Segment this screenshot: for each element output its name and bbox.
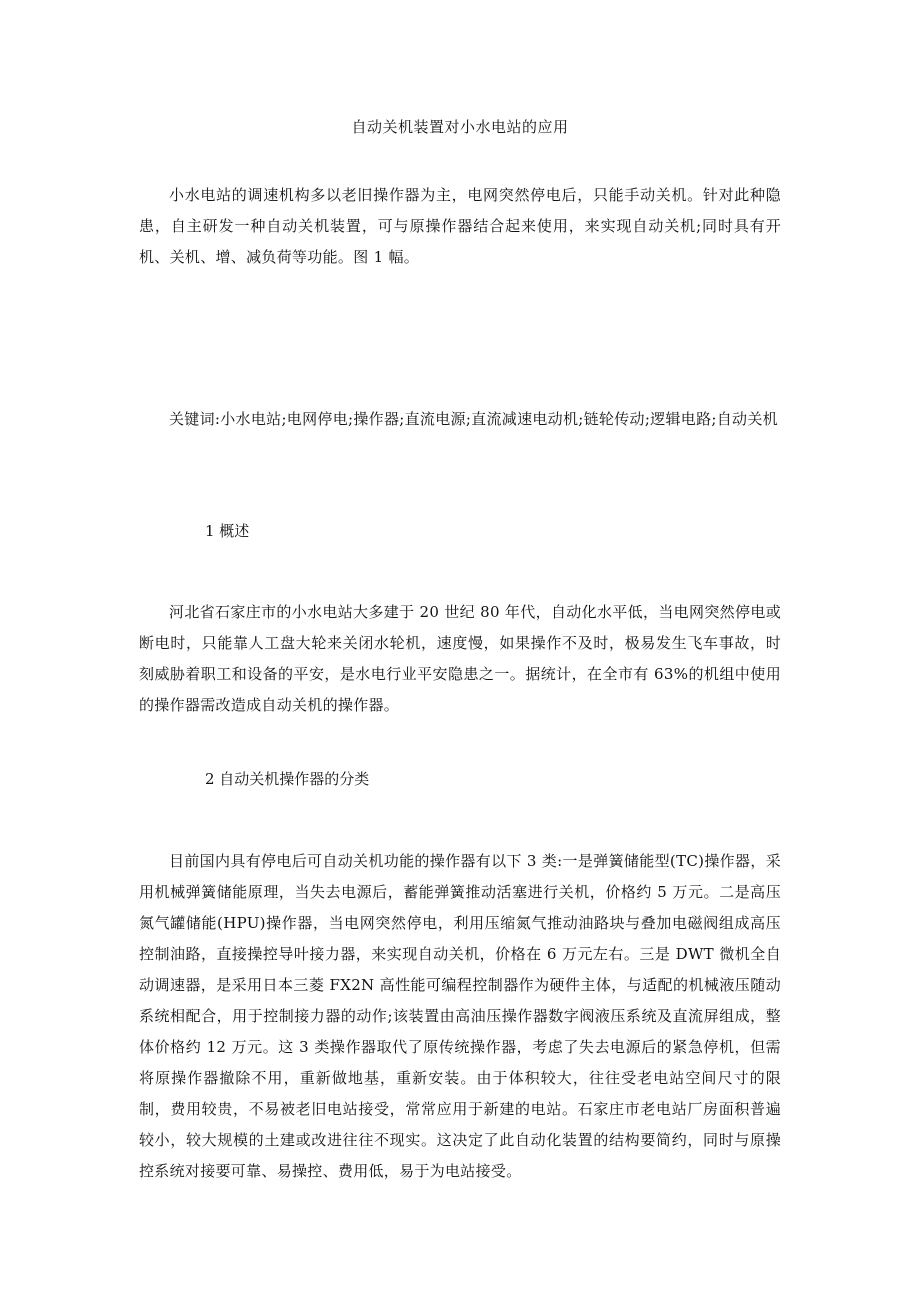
keywords-paragraph: 关键词:小水电站;电网停电;操作器;直流电源;直流减速电动机;链轮传动;逻辑电路;自动关机	[169, 410, 778, 428]
section-1-heading: 1 概述	[205, 522, 250, 540]
section-2-heading: 2 自动关机操作器的分类	[205, 770, 370, 788]
section-2-paragraph: 目前国内具有停电后可自动关机功能的操作器有以下 3 类:一是弹簧储能型(TC)操作器，采用机械弹簧储能原理，当失去电源后，蓄能弹簧推动活塞进行关机，价格约 5 万元。二是高压氮气罐储能(HPU)操作器，当电网突然停电，利用压缩氮气推动油路块与叠加电磁阀组成高压控制油路，直接操控导叶接力器，来实现自动关机，价格在 6 万元左右。三是 DWT 微机全自动调速器，是采用日本三菱 FX2N 高性能可编程控制器作为硬件主体，与适配的机械液压随动系统相配合，用于控制接力器的动作;该装置由高油压操作器数字阀液压系统及直流屏组成，整体价格约 12 万元。这 3 类操作器取代了原传统操作器，考虑了失去电源后的紧急停机，但需将原操作器撤除不用，重新做地基，重新安装。由于体积较大，往往受老电站空间尺寸的限制，费用较贵，不易被老旧电站接受，常常应用于新建的电站。石家庄市老电站厂房面积普遍较小，较大规模的土建或改进往往不现实。这决定了此自动化装置的结构要简约，同时与原操控系统对接要可靠、易操控、费用低，易于为电站接受。	[139, 852, 781, 1180]
document-title: 自动关机装置对小水电站的应用	[351, 118, 569, 136]
abstract-paragraph: 小水电站的调速机构多以老旧操作器为主，电网突然停电后，只能手动关机。针对此种隐患，自主研发一种自动关机装置，可与原操作器结合起来使用，来实现自动关机;同时具有开机、关机、增、减负荷等功能。图 1 幅。	[139, 186, 781, 266]
section-1-paragraph: 河北省石家庄市的小水电站大多建于 20 世纪 80 年代，自动化水平低，当电网突然停电或断电时，只能靠人工盘大轮来关闭水轮机，速度慢，如果操作不及时，极易发生飞车事故，时刻威胁着职工和设备的平安，是水电行业平安隐患之一。据统计，在全市有 63%的机组中使用的操作器需改造成自动关机的操作器。	[139, 603, 781, 714]
